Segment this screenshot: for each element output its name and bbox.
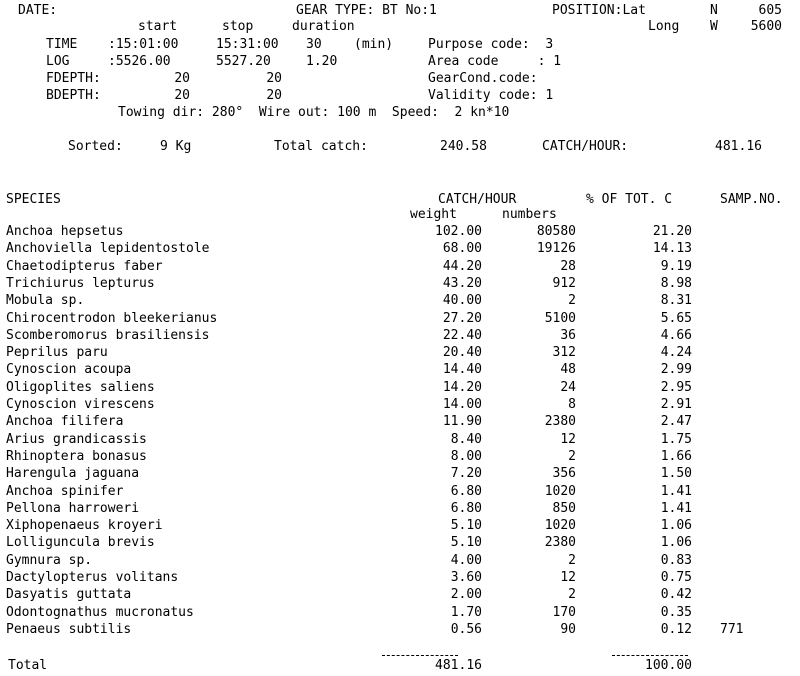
weight-value: 14.20 bbox=[442, 380, 482, 395]
column-duration: duration bbox=[292, 19, 355, 34]
position-label: POSITION:Lat bbox=[552, 3, 646, 18]
column-start: start bbox=[138, 19, 178, 34]
weight-value: 6.80 bbox=[450, 501, 482, 516]
total-percent: 100.00 bbox=[645, 658, 692, 673]
weight-value: 1.70 bbox=[450, 605, 482, 620]
time-label: TIME bbox=[46, 37, 78, 52]
towing-info: Towing dir: 280° Wire out: 100 m Speed: 2 kn*10 bbox=[118, 105, 510, 120]
numbers-value: 90 bbox=[560, 622, 576, 637]
species-name: Anchoviella lepidentostole bbox=[6, 241, 210, 256]
percent-value: 9.19 bbox=[660, 259, 692, 274]
species-name: Pellona harroweri bbox=[6, 501, 140, 516]
percent-value: 1.41 bbox=[660, 501, 692, 516]
numbers-value: 48 bbox=[560, 362, 576, 377]
log-start: :5526.00 bbox=[108, 54, 171, 69]
catch-hour-value: 481.16 bbox=[715, 139, 762, 154]
weight-value: 14.00 bbox=[442, 397, 482, 412]
species-name: Gymnura sp. bbox=[6, 553, 93, 568]
percent-value: 8.98 bbox=[660, 276, 692, 291]
species-name: Arius grandicassis bbox=[6, 432, 147, 447]
lat-value: 605 bbox=[758, 3, 782, 18]
weight-value: 40.00 bbox=[442, 293, 482, 308]
numbers-value: 80580 bbox=[536, 224, 576, 239]
percent-value: 1.06 bbox=[660, 518, 692, 533]
date-label: DATE: bbox=[18, 3, 58, 18]
time-stop: 15:31:00 bbox=[216, 37, 279, 52]
gearcond-code: GearCond.code: bbox=[428, 71, 538, 86]
numbers-value: 312 bbox=[552, 345, 576, 360]
percent-value: 5.65 bbox=[660, 311, 692, 326]
numbers-value: 5100 bbox=[544, 311, 576, 326]
weight-value: 5.10 bbox=[450, 535, 482, 550]
weight-value: 102.00 bbox=[435, 224, 482, 239]
species-name: Xiphopenaeus kroyeri bbox=[6, 518, 163, 533]
time-duration: 30 bbox=[306, 37, 322, 52]
numbers-value: 2380 bbox=[544, 414, 576, 429]
long-label: Long bbox=[648, 19, 680, 34]
column-stop: stop bbox=[222, 19, 254, 34]
percent-value: 2.91 bbox=[660, 397, 692, 412]
time-start: :15:01:00 bbox=[108, 37, 179, 52]
species-name: Lolliguncula brevis bbox=[6, 535, 155, 550]
percent-value: 2.95 bbox=[660, 380, 692, 395]
long-hemisphere: W bbox=[710, 19, 718, 34]
numbers-value: 2 bbox=[568, 553, 576, 568]
species-header: SPECIES bbox=[6, 192, 61, 207]
numbers-value: 8 bbox=[568, 397, 576, 412]
log-duration: 1.20 bbox=[306, 54, 338, 69]
total-weight-rule bbox=[382, 655, 458, 656]
catch-hour-header: CATCH/HOUR bbox=[438, 192, 517, 207]
bdepth-label: BDEPTH: bbox=[46, 88, 101, 103]
total-catch-value: 240.58 bbox=[440, 139, 487, 154]
weight-value: 22.40 bbox=[442, 328, 482, 343]
percent-value: 0.75 bbox=[660, 570, 692, 585]
numbers-value: 1020 bbox=[544, 518, 576, 533]
numbers-value: 912 bbox=[552, 276, 576, 291]
percent-value: 4.24 bbox=[660, 345, 692, 360]
numbers-value: 2 bbox=[568, 293, 576, 308]
species-name: Anchoa hepsetus bbox=[6, 224, 124, 239]
species-name: Cynoscion virescens bbox=[6, 397, 155, 412]
weight-value: 8.00 bbox=[450, 449, 482, 464]
catch-hour-label: CATCH/HOUR: bbox=[542, 139, 629, 154]
species-name: Trichiurus lepturus bbox=[6, 276, 155, 291]
species-name: Penaeus subtilis bbox=[6, 622, 132, 637]
species-name: Chaetodipterus faber bbox=[6, 259, 163, 274]
percent-value: 1.41 bbox=[660, 484, 692, 499]
log-label: LOG bbox=[46, 54, 70, 69]
percent-value: 0.83 bbox=[660, 553, 692, 568]
numbers-value: 28 bbox=[560, 259, 576, 274]
bdepth-stop: 20 bbox=[266, 88, 282, 103]
percent-value: 1.75 bbox=[660, 432, 692, 447]
numbers-value: 170 bbox=[552, 605, 576, 620]
weight-value: 4.00 bbox=[450, 553, 482, 568]
gear-type: GEAR TYPE: BT No:1 bbox=[296, 3, 437, 18]
percent-value: 0.12 bbox=[660, 622, 692, 637]
percent-value: 2.47 bbox=[660, 414, 692, 429]
weight-value: 68.00 bbox=[442, 241, 482, 256]
sorted-value: 9 Kg bbox=[160, 139, 192, 154]
fdepth-stop: 20 bbox=[266, 71, 282, 86]
species-name: Harengula jaguana bbox=[6, 466, 140, 481]
species-name: Anchoa spinifer bbox=[6, 484, 124, 499]
species-name: Oligoplites saliens bbox=[6, 380, 155, 395]
weight-value: 6.80 bbox=[450, 484, 482, 499]
lat-hemisphere: N bbox=[710, 3, 718, 18]
species-name: Mobula sp. bbox=[6, 293, 85, 308]
percent-value: 8.31 bbox=[660, 293, 692, 308]
percent-value: 0.35 bbox=[660, 605, 692, 620]
log-stop: 5527.20 bbox=[216, 54, 271, 69]
weight-value: 27.20 bbox=[442, 311, 482, 326]
weight-value: 14.40 bbox=[442, 362, 482, 377]
weight-value: 3.60 bbox=[450, 570, 482, 585]
sorted-label: Sorted: bbox=[68, 139, 123, 154]
bdepth-start: 20 bbox=[174, 88, 190, 103]
numbers-value: 850 bbox=[552, 501, 576, 516]
total-label: Total bbox=[8, 658, 48, 673]
fdepth-label: FDEPTH: bbox=[46, 71, 101, 86]
numbers-value: 356 bbox=[552, 466, 576, 481]
species-name: Dasyatis guttata bbox=[6, 587, 132, 602]
sample-number-header: SAMP.NO. bbox=[720, 192, 783, 207]
total-catch-label: Total catch: bbox=[274, 139, 368, 154]
numbers-value: 2 bbox=[568, 449, 576, 464]
total-percent-rule bbox=[612, 655, 688, 656]
weight-value: 8.40 bbox=[450, 432, 482, 447]
percent-value: 0.42 bbox=[660, 587, 692, 602]
species-name: Rhinoptera bonasus bbox=[6, 449, 147, 464]
validity-code: Validity code: 1 bbox=[428, 88, 554, 103]
percent-value: 21.20 bbox=[652, 224, 692, 239]
species-name: Dactylopterus volitans bbox=[6, 570, 179, 585]
species-name: Peprilus paru bbox=[6, 345, 108, 360]
percent-header: % OF TOT. C bbox=[586, 192, 673, 207]
total-weight: 481.16 bbox=[435, 658, 482, 673]
numbers-value: 12 bbox=[560, 570, 576, 585]
numbers-header: numbers bbox=[502, 207, 557, 222]
species-name: Anchoa filifera bbox=[6, 414, 124, 429]
sample-number: 771 bbox=[720, 622, 744, 637]
percent-value: 2.99 bbox=[660, 362, 692, 377]
numbers-value: 19126 bbox=[536, 241, 576, 256]
numbers-value: 1020 bbox=[544, 484, 576, 499]
weight-value: 0.56 bbox=[450, 622, 482, 637]
percent-value: 1.66 bbox=[660, 449, 692, 464]
long-value: 5600 bbox=[750, 19, 782, 34]
percent-value: 14.13 bbox=[652, 241, 692, 256]
purpose-code: Purpose code: 3 bbox=[428, 37, 554, 52]
weight-value: 5.10 bbox=[450, 518, 482, 533]
weight-value: 20.40 bbox=[442, 345, 482, 360]
numbers-value: 36 bbox=[560, 328, 576, 343]
weight-value: 7.20 bbox=[450, 466, 482, 481]
weight-value: 11.90 bbox=[442, 414, 482, 429]
area-code: Area code : 1 bbox=[428, 54, 562, 69]
numbers-value: 24 bbox=[560, 380, 576, 395]
numbers-value: 2 bbox=[568, 587, 576, 602]
weight-header: weight bbox=[410, 207, 457, 222]
percent-value: 4.66 bbox=[660, 328, 692, 343]
weight-value: 44.20 bbox=[442, 259, 482, 274]
percent-value: 1.50 bbox=[660, 466, 692, 481]
species-name: Odontognathus mucronatus bbox=[6, 605, 194, 620]
weight-value: 2.00 bbox=[450, 587, 482, 602]
species-name: Chirocentrodon bleekerianus bbox=[6, 311, 218, 326]
species-name: Cynoscion acoupa bbox=[6, 362, 132, 377]
percent-value: 1.06 bbox=[660, 535, 692, 550]
species-name: Scomberomorus brasiliensis bbox=[6, 328, 210, 343]
fdepth-start: 20 bbox=[174, 71, 190, 86]
weight-value: 43.20 bbox=[442, 276, 482, 291]
numbers-value: 2380 bbox=[544, 535, 576, 550]
time-unit: (min) bbox=[354, 37, 394, 52]
numbers-value: 12 bbox=[560, 432, 576, 447]
